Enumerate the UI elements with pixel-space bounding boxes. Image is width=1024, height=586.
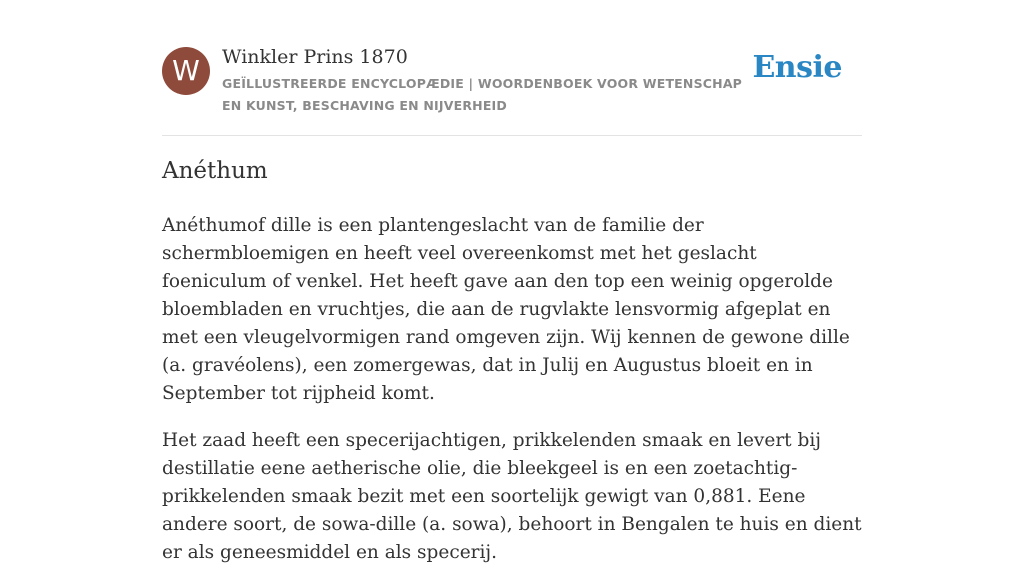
source-subtitle: GEÏLLUSTREERDE ENCYCLOPÆDIE | WOORDENBOEK VOOR WETENSCHAP EN KUNST, BESCHAVING EN NIJVERHEID: [222, 76, 743, 113]
entry-title: Anéthum: [162, 158, 268, 184]
source-title[interactable]: Winkler Prins 1870: [222, 46, 408, 68]
source-avatar[interactable]: W: [162, 47, 210, 95]
entry-paragraph-2: Het zaad heeft een specerijachtigen, prikkelenden smaak en levert bij destillatie eene aetherische olie, die bleekgeel is en een zoetachtig-prikkelenden smaak bezit met een soortelijk gewigt van 0,881. Eene andere soort, de sowa-dille (a. sowa), behoort in Bengalen te huis en dient er als geneesmiddel en als specerij.: [162, 430, 862, 563]
header-divider: [162, 135, 862, 136]
entry-paragraph-1: Anéthumof dille is een plantengeslacht van de familie der schermbloemigen en heeft veel overeenkomst met het geslacht foeniculum of venkel. Het heeft gave aan den top een weinig opgerolde bloembladen en vruchtjes, die aan de rugvlakte lensvormig afgeplat en met een vleugelvormigen rand omgeven zijn. Wij kennen de gewone dille (a. gravéolens), een zomergewas, dat in Julij en Augustus bloeit en in September tot rijpheid komt.: [162, 215, 850, 404]
entry-body: [162, 212, 862, 586]
ensie-logo[interactable]: Ensie: [752, 50, 842, 85]
source-header: [162, 44, 862, 136]
